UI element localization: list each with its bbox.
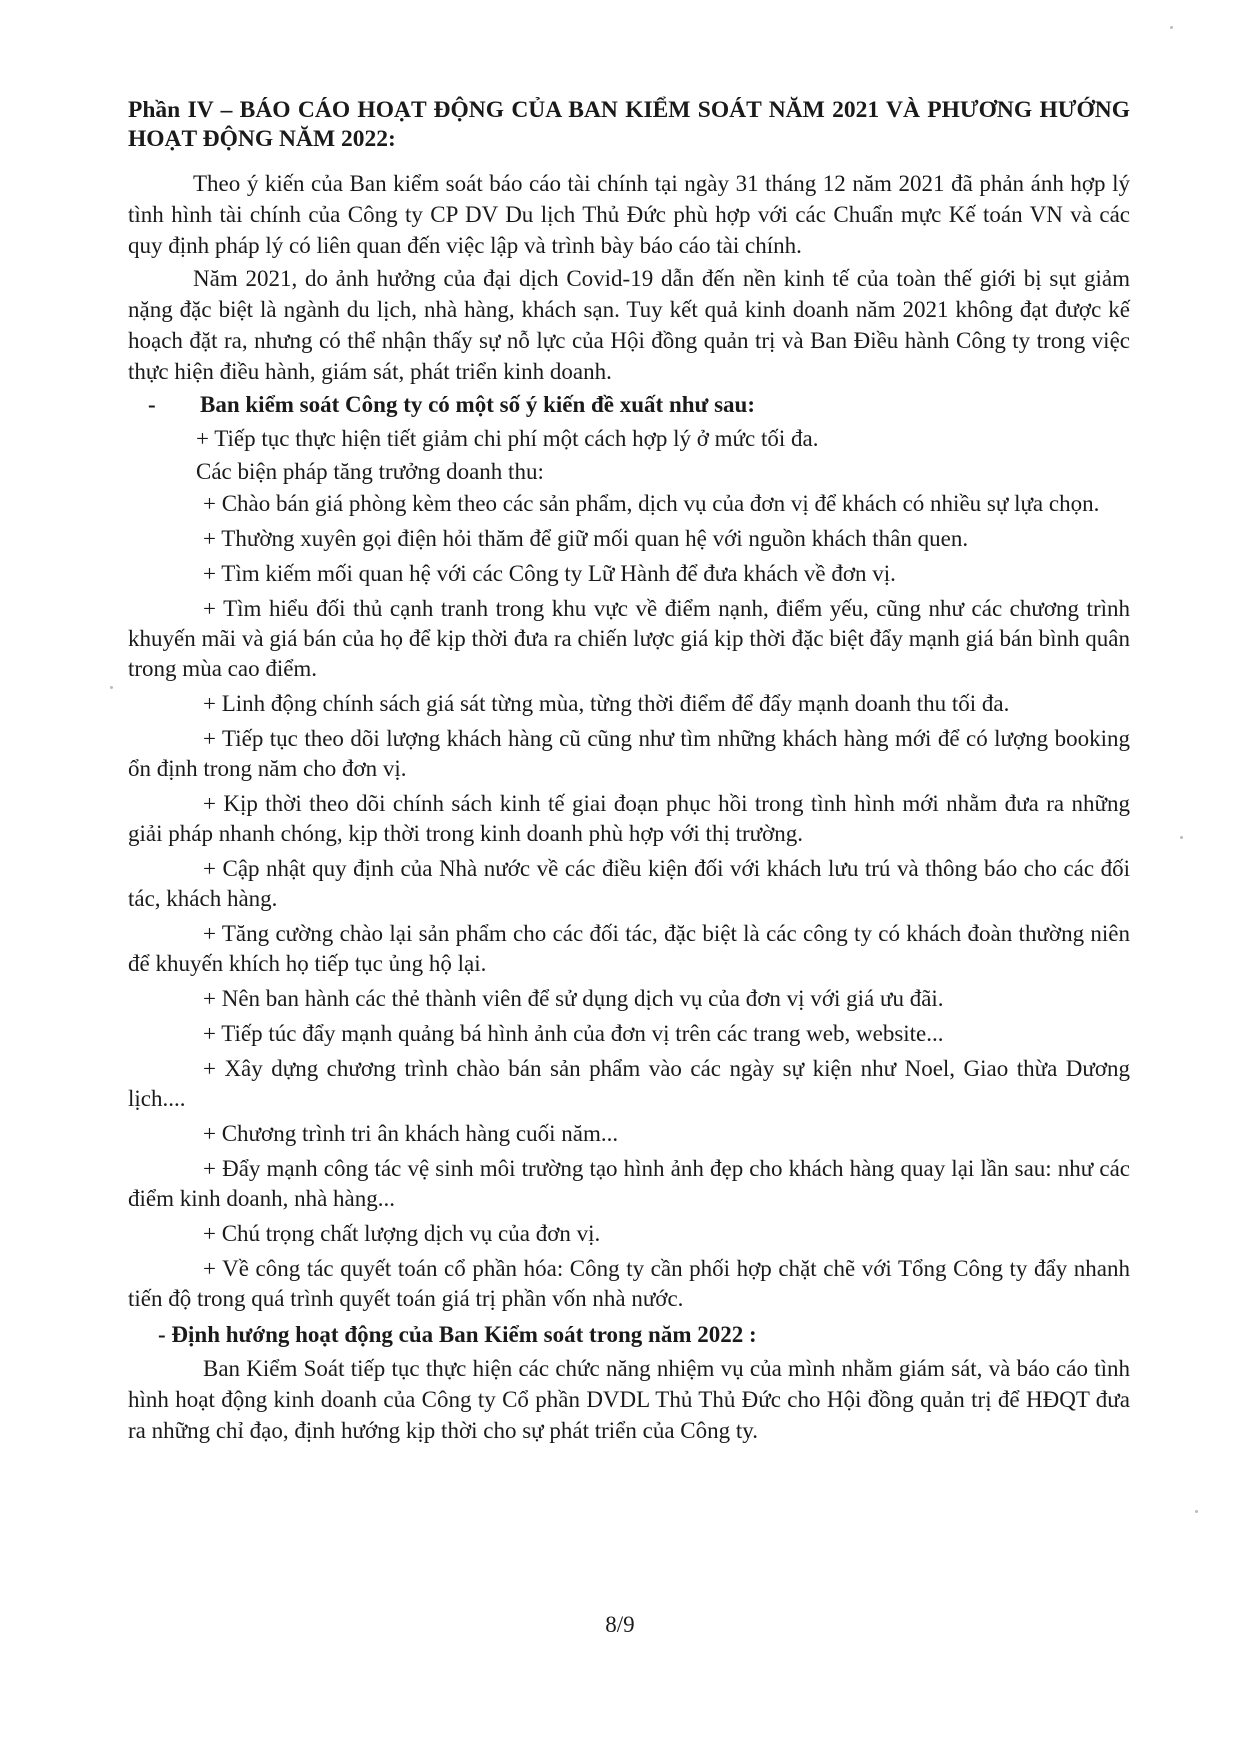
list-item: + Xây dựng chương trình chào bán sản phẩm vào các ngày sự kiện như Noel, Giao thừa Dương lịch.... — [128, 1056, 1130, 1111]
orientation-title: - Định hướng hoạt động của Ban Kiểm soát trong năm 2022 : — [158, 1322, 757, 1347]
proposals-dash: - — [148, 392, 156, 417]
paragraph-2021-results: Năm 2021, do ảnh hưởng của đại dịch Covid-19 dẫn đến nền kinh tế của toàn thế giới bị sụt giảm nặng đặc biệt là ngành du lịch, nhà hàng, khách sạn. Tuy kết quả kinh doanh năm 2021 không đạt được kế hoạch đặt ra, nhưng có thể nhận thấy sự nỗ lực của Hội đồng quản trị và Ban Điều hành Công ty trong việc thực hiện điều hành, giám sát, phát triển kinh doanh. — [128, 266, 1130, 384]
list-item: + Linh động chính sách giá sát từng mùa, từng thời điểm để đẩy mạnh doanh thu tối đa. — [203, 691, 1010, 716]
revenue-title: Các biện pháp tăng trưởng doanh thu: — [196, 459, 544, 484]
list-item: + Tăng cường chào lại sản phẩm cho các đối tác, đặc biệt là các công ty có khách đoàn thường niên để khuyến khích họ tiếp tục ủng hộ lại. — [128, 921, 1130, 976]
scan-speck — [1195, 1510, 1198, 1513]
section-heading: Phần IV – BÁO CÁO HOẠT ĐỘNG CỦA BAN KIỂM SOÁT NĂM 2021 VÀ PHƯƠNG HƯỚNG HOẠT ĐỘNG NĂM 2022: — [128, 97, 1130, 152]
list-item: + Thường xuyên gọi điện hỏi thăm để giữ mối quan hệ với nguồn khách thân quen. — [203, 526, 969, 551]
list-item: + Chương trình tri ân khách hàng cuối năm... — [203, 1121, 619, 1146]
list-item: + Đẩy mạnh công tác vệ sinh môi trường tạo hình ảnh đẹp cho khách hàng quay lại lần sau: như các điểm kinh doanh, nhà hàng... — [128, 1156, 1130, 1211]
list-item: + Tìm kiếm mối quan hệ với các Công ty Lữ Hành để đưa khách về đơn vị. — [203, 561, 896, 586]
proposals-title-text: Ban kiểm soát Công ty có một số ý kiến đề xuất như sau: — [200, 392, 755, 417]
list-item: + Cập nhật quy định của Nhà nước về các điều kiện đối với khách lưu trú và thông báo cho các đối tác, khách hàng. — [128, 856, 1130, 911]
page-number: 8/9 — [605, 1612, 635, 1637]
proposals-title — [148, 389, 1130, 421]
list-item: + Tiếp tục theo dõi lượng khách hàng cũ cũng như tìm những khách hàng mới để có lượng booking ổn định trong năm cho đơn vị. — [128, 726, 1130, 781]
orientation-text: Ban Kiểm Soát tiếp tục thực hiện các chức năng nhiệm vụ của mình nhằm giám sát, và báo cáo tình hình hoạt động kinh doanh của Công ty Cổ phần DVDL Thủ Thủ Đức cho Hội đồng quản trị để HĐQT đưa ra những chỉ đạo, định hướng kịp thời cho sự phát triển của Công ty. — [128, 1356, 1130, 1443]
scan-speck — [1170, 26, 1173, 29]
list-item: + Nên ban hành các thẻ thành viên để sử dụng dịch vụ của đơn vị với giá ưu đãi. — [203, 986, 944, 1011]
cost-item: + Tiếp tục thực hiện tiết giảm chi phí một cách hợp lý ở mức tối đa. — [196, 426, 819, 451]
list-item: + Tiếp túc đẩy mạnh quảng bá hình ảnh của đơn vị trên các trang web, website... — [203, 1021, 944, 1046]
revenue-list — [128, 489, 1130, 1314]
scan-speck — [110, 686, 113, 689]
list-item: + Tìm hiểu đối thủ cạnh tranh trong khu vực về điểm nạnh, điểm yếu, cũng như các chương trình khuyến mãi và giá bán của họ để kịp thời đưa ra chiến lược giá kịp thời đặc biệt đẩy mạnh giá bán bình quân trong mùa cao điểm. — [128, 596, 1130, 681]
list-item: + Chú trọng chất lượng dịch vụ của đơn vị. — [203, 1221, 601, 1246]
list-item: + Kịp thời theo dõi chính sách kinh tế giai đoạn phục hồi trong tình hình mới nhằm đưa ra những giải pháp nhanh chóng, kịp thời trong kinh doanh phù hợp với thị trường. — [128, 791, 1130, 846]
paragraph-auditor-opinion: Theo ý kiến của Ban kiểm soát báo cáo tài chính tại ngày 31 tháng 12 năm 2021 đã phản ánh hợp lý tình hình tài chính của Công ty CP DV Du lịch Thủ Đức phù hợp với các Chuẩn mực Kế toán VN và các quy định pháp lý có liên quan đến việc lập và trình bày báo cáo tài chính. — [128, 171, 1130, 258]
scan-speck — [1180, 836, 1183, 839]
list-item: + Về công tác quyết toán cổ phần hóa: Công ty cần phối hợp chặt chẽ với Tổng Công ty đẩy nhanh tiến độ trong quá trình quyết toán giá trị phần vốn nhà nước. — [128, 1256, 1130, 1311]
list-item: + Chào bán giá phòng kèm theo các sản phẩm, dịch vụ của đơn vị để khách có nhiều sự lựa chọn. — [203, 491, 1100, 516]
